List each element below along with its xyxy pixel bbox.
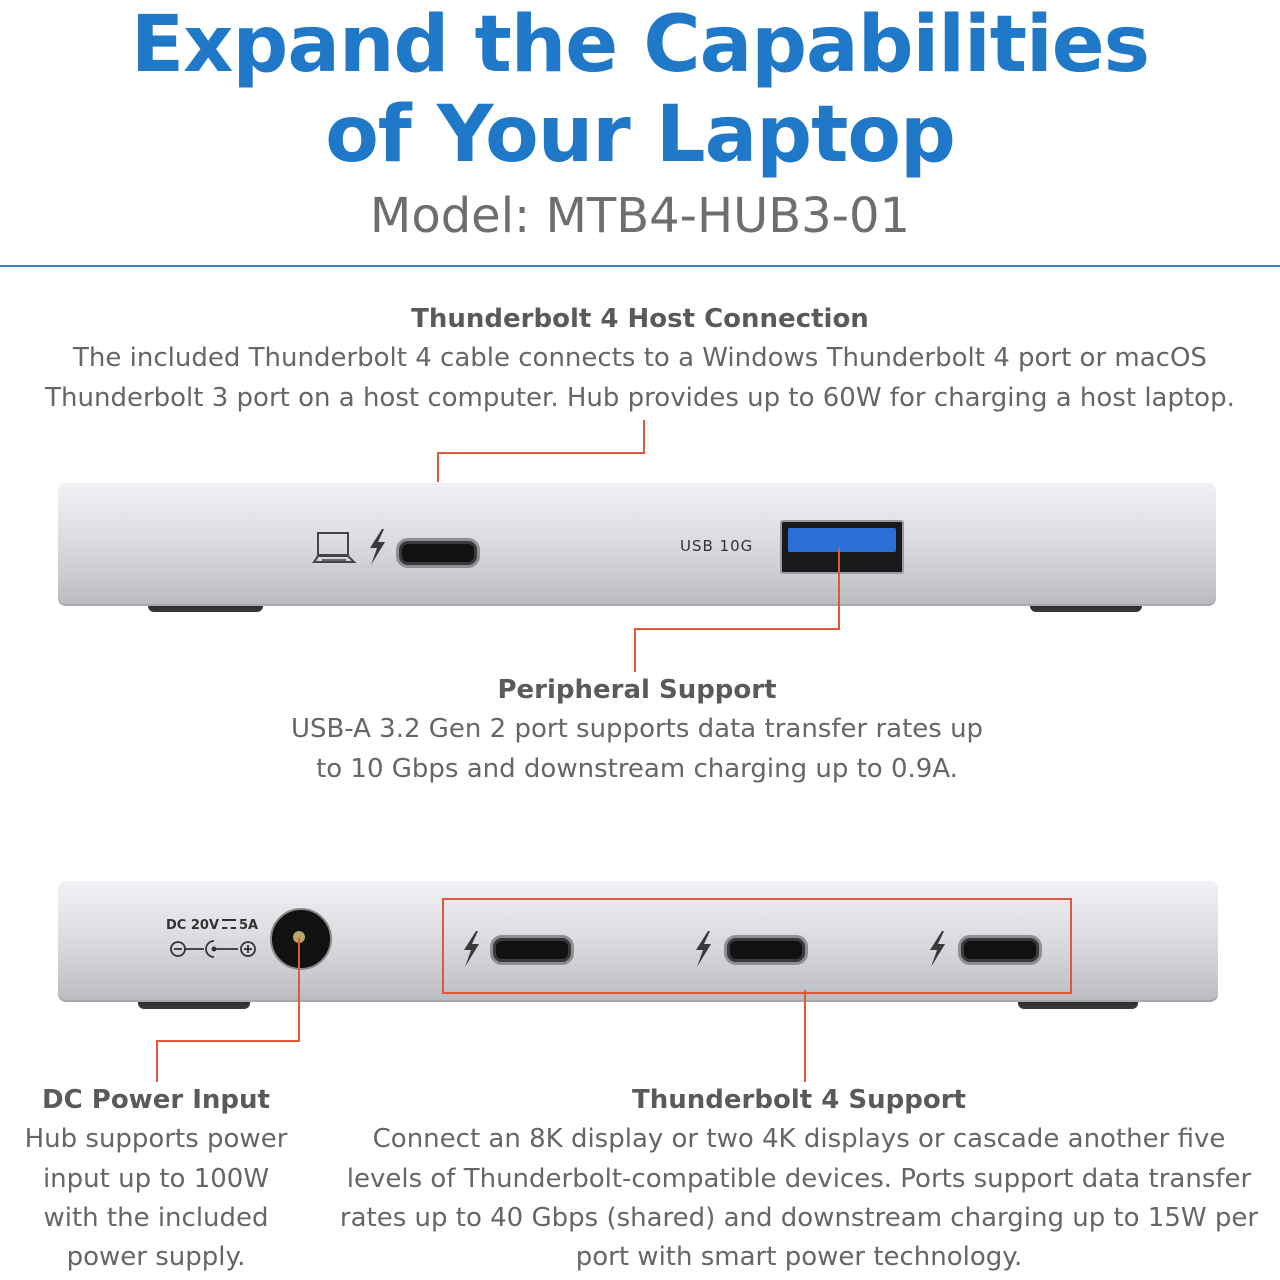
dc-leader-horizontal: [156, 1040, 300, 1042]
host-leader-horizontal: [437, 452, 645, 454]
polarity-icon: [168, 938, 260, 960]
peripheral-text-1: USB-A 3.2 Gen 2 port supports data transfer rates up: [290, 714, 984, 744]
host-connection-text-2: Thunderbolt 3 port on a host computer. Hub provides up to 60W for charging a host laptop.: [45, 383, 1235, 413]
dc-symbol: [222, 919, 236, 929]
dc-power-jack: [270, 908, 332, 970]
dc-power-text-3: with the included: [43, 1203, 269, 1233]
dc-leader-drop: [156, 1040, 158, 1082]
header-divider: [0, 265, 1280, 267]
headline-line-2: of Your Laptop: [325, 90, 955, 180]
tb4-support-title: Thunderbolt 4 Support: [632, 1085, 966, 1115]
dc-power-text-2: input up to 100W: [42, 1164, 270, 1194]
dc-leader-vertical: [298, 938, 300, 1042]
usb-a-port: [780, 520, 904, 574]
tb4-support-text-2: levels of Thunderbolt-compatible devices. Ports support data transfer: [346, 1164, 1252, 1194]
peripheral-leader-drop: [634, 628, 636, 672]
thunderbolt-icon: [366, 528, 388, 566]
host-connection-text-1: The included Thunderbolt 4 cable connects to a Windows Thunderbolt 4 port or macOS: [73, 343, 1207, 373]
host-thunderbolt-port: [396, 538, 480, 568]
peripheral-leader-vertical: [838, 548, 840, 630]
host-leader-vertical: [643, 420, 645, 454]
host-connection-title: Thunderbolt 4 Host Connection: [411, 304, 869, 334]
dc-power-title: DC Power Input: [42, 1085, 270, 1115]
usb-10g-label: USB 10G: [680, 537, 754, 555]
laptop-icon: [312, 530, 356, 570]
dc-amperage: 5A: [239, 918, 259, 933]
tb4-support-text-3: rates up to 40 Gbps (shared) and downstream charging up to 15W per: [339, 1203, 1259, 1233]
tb4-support-text-1: Connect an 8K display or two 4K displays or cascade another five: [372, 1124, 1226, 1154]
downstream-thunderbolt-port-3: [958, 935, 1042, 965]
peripheral-title: Peripheral Support: [497, 675, 777, 705]
usb-a-tongue: [788, 528, 896, 552]
hub-front-view: [58, 482, 1216, 606]
dc-rating-label: [166, 918, 258, 933]
model-number: Model: MTB4-HUB3-01: [369, 188, 911, 244]
downstream-thunderbolt-port-1: [490, 935, 574, 965]
thunderbolt-icon: [692, 930, 714, 968]
peripheral-leader-horizontal: [634, 628, 840, 630]
headline-line-1: Expand the Capabilities: [130, 0, 1150, 90]
downstream-thunderbolt-port-2: [724, 935, 808, 965]
dc-voltage: DC 20V: [166, 918, 220, 933]
tb4-leader-vertical: [804, 990, 806, 1082]
thunderbolt-icon: [926, 930, 948, 968]
tb4-support-text-4: port with smart power technology.: [575, 1242, 1023, 1272]
peripheral-text-2: to 10 Gbps and downstream charging up to 0.9A.: [316, 754, 958, 784]
thunderbolt-icon: [460, 930, 482, 968]
dc-power-text-1: Hub supports power: [24, 1124, 288, 1154]
dc-power-text-4: power supply.: [66, 1242, 246, 1272]
